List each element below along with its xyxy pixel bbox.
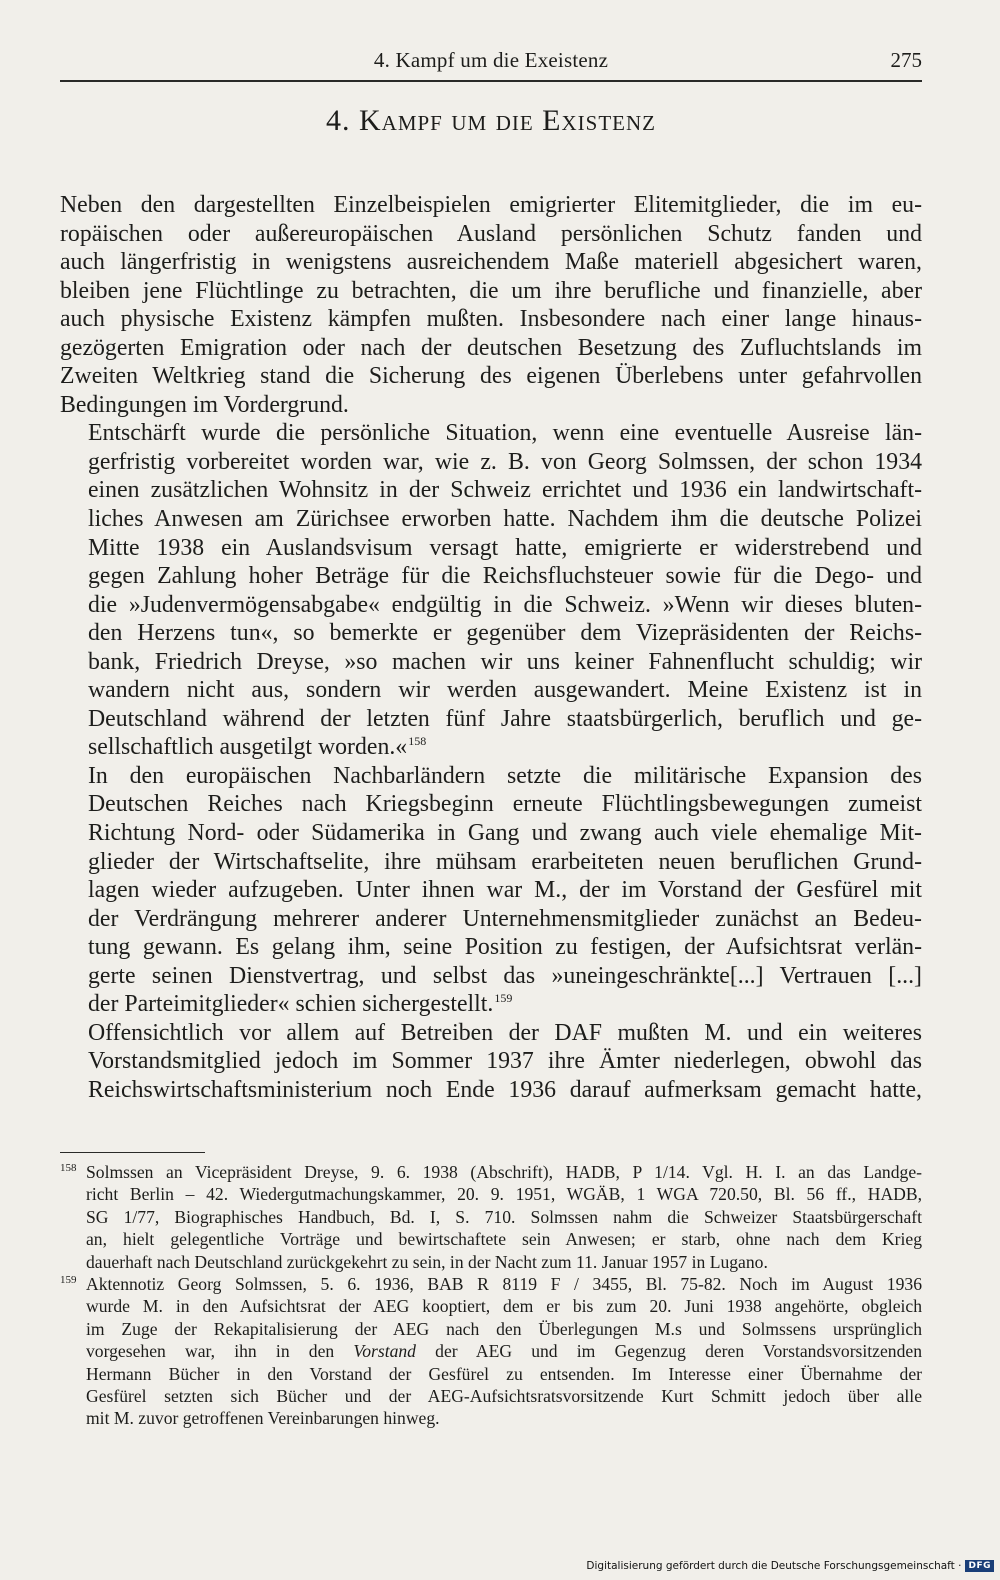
footnote-text: vorgesehen war, ihn in den xyxy=(86,1341,354,1362)
text-line: einen zusätzlichen Wohnsitz in der Schweiz errichtet und 1936 ein landwirtschaft- xyxy=(88,477,922,504)
text-line: die »Judenvermögensabgabe« endgültig in die Schweiz. »Wenn wir dieses bluten- xyxy=(88,591,922,618)
dfg-logo: DFG xyxy=(965,1560,994,1572)
text-line: den Herzens tun«, so bemerkte er gegenüber dem Vizepräsidenten der Reichs- xyxy=(88,620,922,647)
text-line: Entschärft wurde die persönliche Situation, wenn eine eventuelle Ausreise län- xyxy=(88,420,922,447)
text-line-content: der Parteimitglieder« schien sichergestellt. xyxy=(88,991,494,1018)
text-line: der Verdrängung mehrerer anderer Unternehmensmitglieder zunächst an Bedeu- xyxy=(88,905,922,932)
text-line: gerte seinen Dienstvertrag, und selbst das »uneingeschränkte[...] Vertrauen [...] xyxy=(88,962,922,989)
body-text xyxy=(60,191,922,1105)
credit-text: Digitalisierung gefördert durch die Deutsche Forschungsgemeinschaft · xyxy=(586,1560,962,1572)
text-line: Richtung Nord- oder Südamerika in Gang und zwang auch viele ehemalige Mit- xyxy=(88,820,922,847)
text-line: glieder der Wirtschaftselite, ihre mühsam erarbeiteten neuen beruflichen Grund- xyxy=(88,848,922,875)
text-line: Mitte 1938 ein Auslandsvisum versagt hatte, emigrierte er widerstrebend und xyxy=(88,534,922,561)
paragraph xyxy=(60,419,922,762)
text-line: Zweiten Weltkrieg stand die Sicherung des eigenen Überlebens unter gefahrvollen xyxy=(60,363,922,390)
footnote-line: dauerhaft nach Deutschland zurückgekehrt zu sein, in der Nacht zum 11. Januar 1957 in Lugano. xyxy=(86,1251,768,1272)
footnote-ref[interactable]: 159 xyxy=(494,991,513,1006)
footnote-line: SG 1/77, Biographisches Handbuch, Bd. I, S. 710. Solmssen nahm die Schweizer Staatsbürgerschaft xyxy=(86,1206,922,1227)
paragraph xyxy=(60,1019,922,1105)
text-line: Neben den dargestellten Einzelbeispielen emigrierter Elitemitglieder, die im eu- xyxy=(60,192,922,218)
footnote-line: Solmssen an Vicepräsident Dreyse, 9. 6. 1938 (Abschrift), HADB, P 1/14. Vgl. H. I. an das Landge- xyxy=(86,1162,922,1182)
text-line: gerfristig vorbereitet worden war, wie z. B. von Georg Solmssen, der schon 1934 xyxy=(88,448,922,475)
footnote-line: wurde M. in den Aufsichtsrat der AEG kooptiert, dem er bis zum 20. Juni 1938 angehörte, obgleich xyxy=(86,1296,922,1317)
text-line: In den europäischen Nachbarländern setzte die militärische Expansion des xyxy=(88,762,922,789)
footnote-divider xyxy=(60,1152,205,1153)
text-line: gezögerten Emigration oder nach der deutschen Besetzung des Zufluchtslands im xyxy=(60,334,922,361)
text-line: Deutschland während der letzten fünf Jahre staatsbürgerlich, beruflich und ge- xyxy=(88,705,922,732)
footnote-line: richt Berlin – 42. Wiedergutmachungskammer, 20. 9. 1951, WGÄB, 1 WGA 720.50, Bl. 56 ff., HADB, xyxy=(86,1184,922,1205)
text-line: wandern nicht aus, sondern wir werden ausgewandert. Meine Existenz ist in xyxy=(88,677,922,704)
text-line: liches Anwesen am Zürichsee erworben hatte. Nachdem ihm die deutsche Polizei xyxy=(88,506,922,533)
footnote-line: Aktennotiz Georg Solmssen, 5. 6. 1936, BAB R 8119 F / 3455, Bl. 75-82. Noch im August 1936 xyxy=(86,1274,922,1295)
text-line: Deutschen Reiches nach Kriegsbeginn erneute Flüchtlingsbewegungen zumeist xyxy=(88,791,922,818)
chapter-title: 4. Kampf um die Existenz xyxy=(326,104,656,137)
text-line: gegen Zahlung hoher Beträge für die Reichsfluchsteuer sowie für die Dego- und xyxy=(88,563,922,590)
footnote-line: Gesfürel setzten sich Bücher und der AEG-Aufsichtsratsvorsitzende Kurt Schmitt jedoch über alle xyxy=(86,1386,922,1407)
footnote-number: 159 xyxy=(60,1274,77,1287)
text-line: Reichswirtschaftsministerium noch Ende 1936 darauf aufmerksam gemacht hatte, xyxy=(88,1076,922,1103)
text-line-content: sellschaftlich ausgetilgt worden.« xyxy=(88,734,408,761)
text-line: lagen wieder aufzugeben. Unter ihnen war M., der im Vorstand der Gesfürel mit xyxy=(88,877,922,904)
footnote-text: der AEG und im Gegenzug deren Vorstandsvorsitzenden xyxy=(415,1341,922,1362)
digitization-credit xyxy=(586,1560,994,1572)
text-line: Offensichtlich vor allem auf Betreiben der DAF mußten M. und ein weiteres xyxy=(88,1019,922,1046)
text-line: Bedingungen im Vordergrund. xyxy=(60,391,349,418)
text-line: Vorstandsmitglied jedoch im Sommer 1937 ihre Ämter niederlegen, obwohl das xyxy=(88,1048,922,1075)
paragraph xyxy=(60,762,922,1019)
footnote-line: mit M. zuvor getroffenen Vereinbarungen hinweg. xyxy=(86,1408,440,1429)
page-number: 275 xyxy=(890,48,922,72)
text-line xyxy=(60,990,922,1019)
text-line: tung gewann. Es gelang ihm, seine Position zu festigen, der Aufsichtsrat verlän- xyxy=(88,934,922,961)
footnote xyxy=(60,1161,922,1273)
running-head xyxy=(60,44,922,82)
footnote xyxy=(60,1273,922,1430)
footnote-ref[interactable]: 158 xyxy=(408,734,427,749)
footnote-line: Hermann Bücher in den Vorstand der Gesfürel zu entsenden. Im Interesse einer Übernahme der xyxy=(86,1363,922,1384)
text-line xyxy=(60,733,922,762)
footnote-line: an, hielt gelegentliche Vorträge und bewirtschaftete sein Anwesen; er starb, ohne nach dem Krieg xyxy=(86,1229,922,1250)
footnote-line: im Zuge der Rekapitalisierung der AEG nach den Überlegungen M.s und Solmssens ursprünglich xyxy=(86,1318,922,1339)
paragraph xyxy=(60,191,922,419)
text-line: ropäischen oder außereuropäischen Ausland persönlichen Schutz fanden und xyxy=(60,220,922,247)
text-line: bank, Friedrich Dreyse, »so machen wir uns keiner Fahnenflucht schuldig; wir xyxy=(88,648,922,675)
footnote-line-with-italic xyxy=(86,1340,922,1362)
running-head-title: 4. Kampf um die Exeistenz xyxy=(373,48,609,72)
text-line: auch längerfristig in wenigstens ausreichendem Maße materiell abgesichert waren, xyxy=(60,249,922,276)
footnote-number: 158 xyxy=(60,1162,77,1174)
footnotes xyxy=(60,1161,922,1430)
text-line: auch physische Existenz kämpfen mußten. Insbesondere nach einer lange hinaus- xyxy=(60,306,922,333)
text-line: bleiben jene Flüchtlinge zu betrachten, die um ihre berufliche und finanzielle, aber xyxy=(60,277,922,304)
italic-phrase: Vorstand xyxy=(353,1341,416,1362)
